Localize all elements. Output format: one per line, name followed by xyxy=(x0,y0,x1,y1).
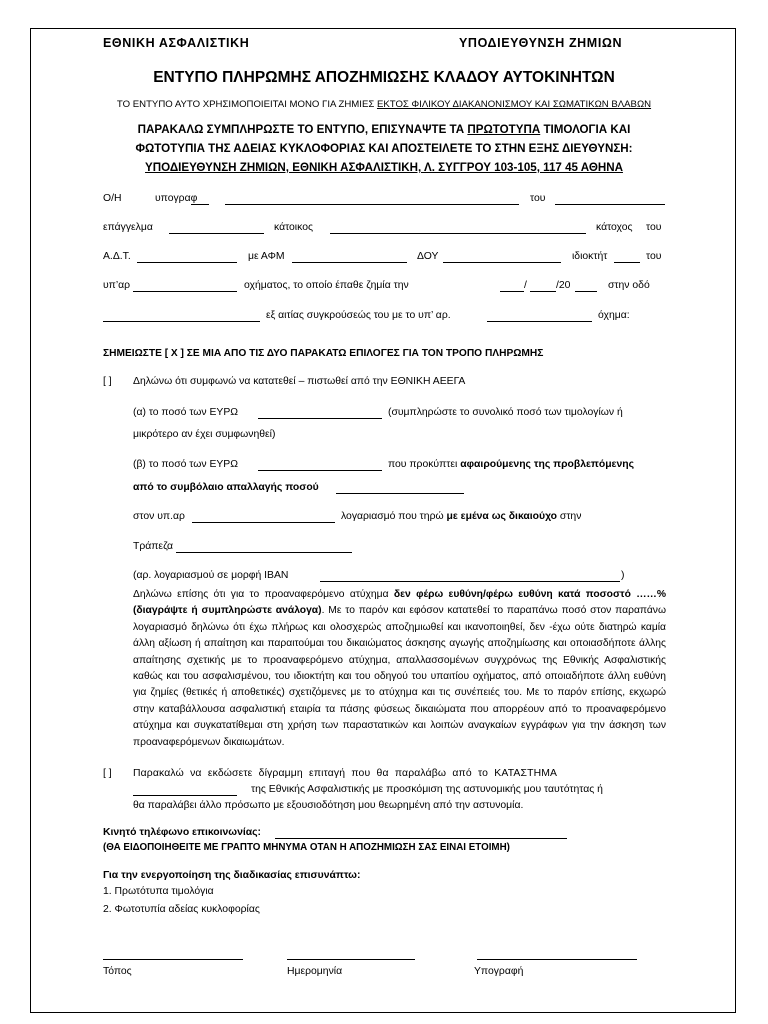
date-year-field[interactable] xyxy=(575,291,597,292)
amount-a-note: (συμπληρώστε το συνολικό ποσό των τιμολογίων ή xyxy=(388,407,623,418)
label-oh: Ο/Η xyxy=(103,193,122,204)
label-holder: κάτοχος xyxy=(596,222,633,233)
label-tou-2: του xyxy=(646,222,662,233)
place-label: Τόπος xyxy=(103,966,132,977)
iban-label: (αρ. λογαριασμού σε μορφή IBAN xyxy=(133,570,289,581)
branch-field[interactable] xyxy=(133,795,237,796)
plate-number-field[interactable] xyxy=(133,291,237,292)
option-2-checkbox[interactable]: [ ] xyxy=(103,768,112,779)
iban-field[interactable] xyxy=(320,581,620,582)
deductible-field[interactable] xyxy=(336,493,464,494)
date-day-field[interactable] xyxy=(500,291,524,292)
place-field[interactable] xyxy=(103,959,243,960)
company-name: ΕΘΝΙΚΗ ΑΣΦΑΛΙΣΤΙΚΗ xyxy=(103,36,250,50)
label-doy: ΔΟΥ xyxy=(417,251,439,262)
label-resident: κάτοικος xyxy=(274,222,313,233)
attachment-item: 2. Φωτοτυπία αδείας κυκλοφορίας xyxy=(103,904,260,915)
label-plate: υπ’αρ xyxy=(103,280,131,291)
signature-blank[interactable] xyxy=(191,204,209,205)
amount-a-field[interactable] xyxy=(258,418,382,419)
label-signature: υπογραφ xyxy=(155,193,198,204)
attachment-item: 1. Πρωτότυπα τιμολόγια xyxy=(103,886,214,897)
date-month-field[interactable] xyxy=(530,291,556,292)
amount-b-field[interactable] xyxy=(258,470,382,471)
street-field[interactable] xyxy=(103,321,260,322)
options-heading: ΣΗΜΕΙΩΣΤΕ [ Χ ] ΣΕ ΜΙΑ ΑΠΟ ΤΙΣ ΔΥΟ ΠΑΡΑΚΑΤΩ ΕΠΙΛΟΓΕΣ ΓΙΑ ΤΟΝ ΤΡΟΠΟ ΠΛΗΡΩΜΗΣ xyxy=(103,348,544,359)
sms-note: (ΘΑ ΕΙΔΟΠΟΙΗΘΕΙΤΕ ΜΕ ΓΡΑΠΤΟ ΜΗΝΥΜΑ ΟΤΑΝ Η ΑΠΟΖΗΜΙΩΣΗ ΣΑΣ ΕΙΝΑΙ ΕΤΟΙΜΗ) xyxy=(103,842,510,853)
option-1-checkbox[interactable]: [ ] xyxy=(103,376,112,387)
label-profession: επάγγελμα xyxy=(103,222,153,233)
label-tou-3: του xyxy=(646,251,662,262)
instructions-address: ΥΠΟΔΙΕΥΘΥΝΣΗ ΖΗΜΙΩΝ, ΕΘΝΙΚΗ ΑΣΦΑΛΙΣΤΙΚΗ, Λ. ΣΥΓΓΡΟΥ 103-105, 117 45 ΑΘΗΝΑ xyxy=(145,161,623,174)
amount-b-note: που προκύπτει αφαιρούμενης της προβλεπόμενης xyxy=(388,459,635,470)
label-owner: ιδιοκτήτ xyxy=(572,251,608,262)
option-2-line-2: της Εθνικής Ασφαλιστικής με προσκόμιση της αστυνομικής μου ταυτότητας ή xyxy=(251,784,603,795)
date-field[interactable] xyxy=(287,959,415,960)
form-subtitle: ΤΟ ΕΝΤΥΠΟ ΑΥΤΟ ΧΡΗΣΙΜΟΠΟΙΕΙΤΑΙ ΜΟΝΟ ΓΙΑ ΖΗΜΙΕΣ ΕΚΤΟΣ ΦΙΛΙΚΟΥ ΔΙΑΚΑΝΟΝΙΣΜΟΥ ΚΑΙ ΣΩΜΑΤΙΚΩΝ ΒΛΑΒΩΝ xyxy=(116,99,652,110)
label-vehicle-end: όχημα: xyxy=(598,310,630,321)
date-separator-1: / xyxy=(524,280,527,291)
signature-field[interactable] xyxy=(477,959,637,960)
label-road: στην οδό xyxy=(608,280,650,291)
label-afm: με ΑΦΜ xyxy=(248,251,285,262)
deductible-label: από το συμβόλαιο απαλλαγής ποσού xyxy=(133,482,319,493)
id-number-field[interactable] xyxy=(137,262,237,263)
owner-suffix-blank[interactable] xyxy=(614,262,640,263)
option-1-text: Δηλώνω ότι συμφωνώ να κατατεθεί – πιστωθεί από την ΕΘΝΙΚΗ ΑΕΕΓΑ xyxy=(133,376,466,387)
label-adt: Α.Δ.Τ. xyxy=(103,251,131,262)
residence-field[interactable] xyxy=(330,233,586,234)
label-collision: εξ αιτίας συγκρούσεώς του με το υπ’ αρ. xyxy=(266,310,451,321)
other-plate-field[interactable] xyxy=(487,321,592,322)
attachments-heading: Για την ενεργοποίηση της διαδικασίας επισυνάπτω: xyxy=(103,870,361,881)
account-number-field[interactable] xyxy=(192,522,335,523)
iban-close: ) xyxy=(621,570,625,581)
option-2-text: Παρακαλώ να εκδώσετε δίγραμμη επιταγή που θα παραλάβω από το ΚΑΤΑΣΤΗΜΑ xyxy=(133,768,558,779)
amount-a-note-2: μικρότερο αν έχει συμφωνηθεί) xyxy=(133,429,276,440)
tax-number-field[interactable] xyxy=(292,262,407,263)
declaration-paragraph: Δηλώνω επίσης ότι για το προαναφερόμενο ατύχημα δεν φέρω ευθύνη/φέρω ευθύνη κατά ποσοστό ……% (διαγράψτε ή συμπληρώστε ανάλογα). Με το παρόν και εφόσον κατατεθεί το παραπάνω ποσό στον παραπάνω λογαριασμό δηλώνω ότι έχω πλήρως και ολοσχερώς αποζημιωθεί και ικανοποιηθεί, δεν -έχω ούτε διατηρώ καμία άλλη αξίωση ή απαίτηση και παραιτούμαι του δικαιώματος άσκησης αγωγής αποζημίωσης και οποιασδήποτε άλλης απαίτησης σχετικής με το προαναφερόμενο ατύχημα, απαλλασσομένων συγχρόνως της Εθνικής Ασφαλιστικής καθώς και του ασφαλισμένου, του ιδιοκτήτη και του οδηγού του υπαιτίου οχήματος, από οποιαδήποτε άλλη ευθύνη για ζημίες (θετικές ή αποθετικές) σχετιζόμενες με το ατύχημα και τις συνέπειές του. Με το παρόν επίσης, εκχωρώ στην καταβάλλουσα ασφαλιστική εταιρία τα πάσης φύσεως δικαιώματα που απορρέουν από το προαναφερόμενο ατύχημα και συγκατατίθεμαι στη χρήση των παραστατικών και λοιπών αναγκαίων εγγράφων για την άσκηση των προαναφερόμενων δικαιωμάτων. xyxy=(133,589,666,748)
label-tou: του xyxy=(530,193,546,204)
bank-field[interactable] xyxy=(176,552,352,553)
bank-label: Τράπεζα xyxy=(133,541,173,552)
name-field[interactable] xyxy=(225,204,519,205)
account-text: λογαριασμό που τηρώ με εμένα ως δικαιούχο στην xyxy=(341,511,582,522)
amount-a-label: (α) το ποσό των ΕΥΡΩ xyxy=(133,407,239,418)
form-title: ΕΝΤΥΠΟ ΠΛΗΡΩΜΗΣ ΑΠΟΖΗΜΙΩΣΗΣ ΚΛΑΔΟΥ ΑΥΤΟΚΙΝΗΤΩΝ xyxy=(153,69,615,86)
amount-b-label: (β) το ποσό των ΕΥΡΩ xyxy=(133,459,238,470)
date-separator-2: /20 xyxy=(556,280,571,291)
signature-label: Υπογραφή xyxy=(474,966,524,977)
instructions-line-1: ΠΑΡΑΚΑΛΩ ΣΥΜΠΛΗΡΩΣΤΕ ΤΟ ΕΝΤΥΠΟ, ΕΠΙΣΥΝΑΨΤΕ ΤΑ ΠΡΩΤΟΤΥΠΑ ΤΙΜΟΛΟΓΙΑ ΚΑΙ xyxy=(137,123,631,136)
tax-office-field[interactable] xyxy=(443,262,561,263)
label-vehicle-text: οχήματος, το οποίο έπαθε ζημία την xyxy=(244,280,409,291)
instructions-line-2: ΦΩΤΟΤΥΠΙΑ ΤΗΣ ΑΔΕΙΑΣ ΚΥΚΛΟΦΟΡΙΑΣ ΚΑΙ ΑΠΟΣΤΕΙΛΕΤΕ ΤΟ ΣΤΗΝ ΕΞΗΣ ΔΙΕΥΘΥΝΣΗ: xyxy=(135,142,633,155)
phone-field[interactable] xyxy=(275,838,567,839)
profession-field[interactable] xyxy=(169,233,264,234)
department-name: ΥΠΟΔΙΕΥΘΥΝΣΗ ΖΗΜΙΩΝ xyxy=(459,36,623,50)
father-name-field[interactable] xyxy=(555,204,665,205)
option-2-line-3: θα παραλάβει άλλο πρόσωπο με εξουσιοδότηση μου θεωρημένη από την αστυνομία. xyxy=(133,800,524,811)
date-label: Ημερομηνία xyxy=(287,966,343,977)
phone-label: Κινητό τηλέφωνο επικοινωνίας: xyxy=(103,827,261,838)
account-label: στον υπ.αρ xyxy=(133,511,185,522)
